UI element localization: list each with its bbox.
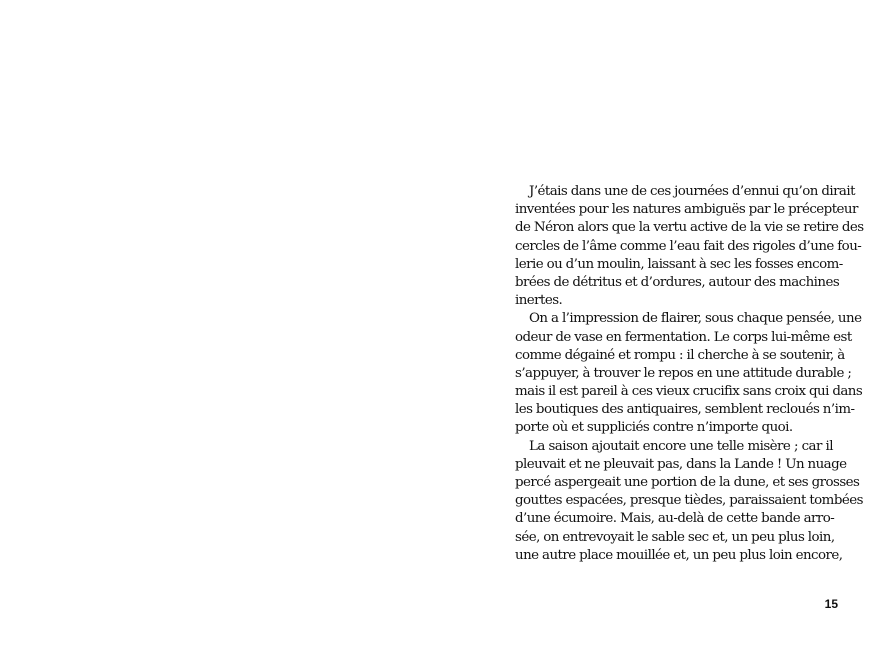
text-line: s’appuyer, à trouver le repos en une attitude durable ; <box>515 365 852 381</box>
text-line: pleuvait et ne pleuvait pas, dans la Lande ! Un nuage <box>515 456 847 472</box>
page-number: 15 <box>824 597 838 611</box>
text-line: inertes. <box>515 293 563 309</box>
text-line: La saison ajoutait encore une telle misère ; car il <box>529 438 833 454</box>
text-line: lerie ou d’un moulin, laissant à sec les fosses encom- <box>515 256 843 272</box>
text-line: inventées pour les natures ambiguës par le précepteur <box>515 202 858 218</box>
text-line: odeur de vase en fermentation. Le corps lui-même est <box>515 329 852 345</box>
text-line: On a l’impression de flairer, sous chaque pensée, une <box>529 311 862 327</box>
text-line: gouttes espacées, presque tièdes, paraissaient tombées <box>515 493 863 509</box>
text-line: les boutiques des antiquaires, semblent recloués n’im- <box>515 402 855 418</box>
text-line: porte où et suppliciés contre n’importe quoi. <box>515 420 793 436</box>
text-line: comme dégainé et rompu : il cherche à se soutenir, à <box>515 347 845 363</box>
text-line: sée, on entrevoyait le sable sec et, un peu plus loin, <box>515 529 835 545</box>
text-line: mais il est pareil à ces vieux crucifix sans croix qui dans <box>515 384 863 400</box>
text-line: de Néron alors que la vertu active de la vie se retire des <box>515 220 864 236</box>
text-line: percé aspergeait une portion de la dune, et ses grosses <box>515 475 860 490</box>
body-text <box>515 183 864 565</box>
text-line: J’étais dans une de ces journées d’ennui qu’on dirait <box>529 184 855 199</box>
text-line: une autre place mouillée et, un peu plus loin encore, <box>515 547 843 563</box>
text-line: brées de détritus et d’ordures, autour des machines <box>515 274 840 290</box>
text-line: cercles de l’âme comme l’eau fait des rigoles d’une fou- <box>515 238 862 254</box>
text-line: d’une écumoire. Mais, au-delà de cette bande arro- <box>515 511 835 527</box>
